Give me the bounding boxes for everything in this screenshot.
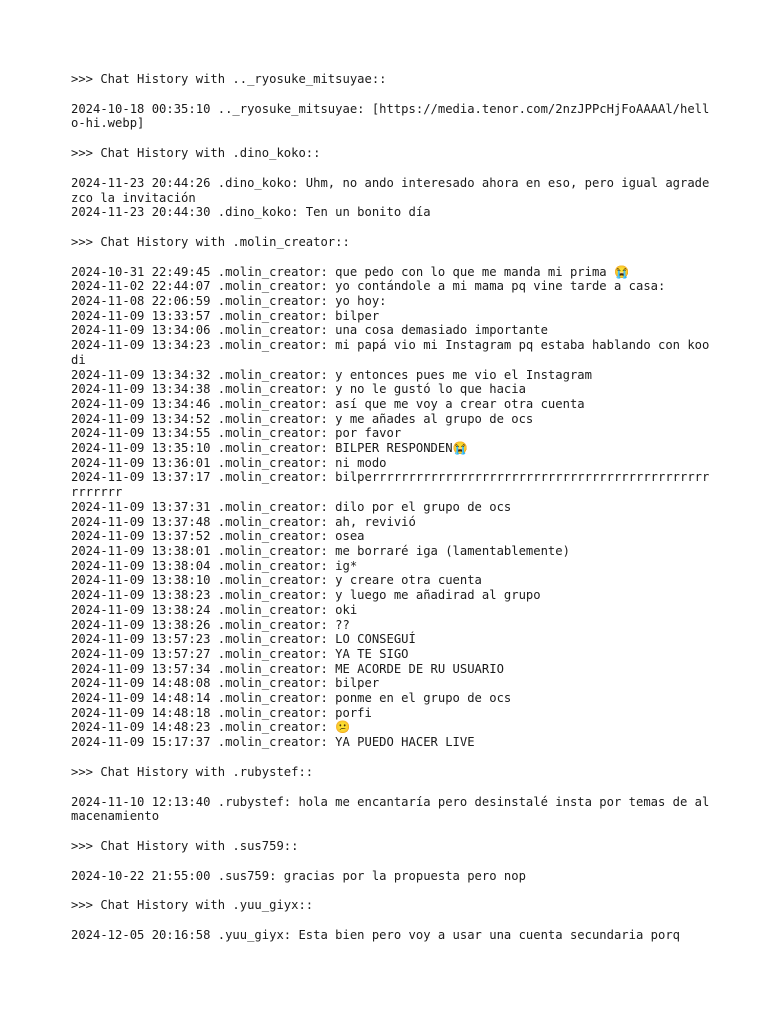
chat-section — [71, 235, 711, 750]
message-line: 2024-11-09 13:34:55 .molin_creator: por favor — [71, 426, 402, 441]
chat-section-header: >>> Chat History with .yuu_giyx:: — [71, 898, 314, 913]
message-line: 2024-11-09 13:37:48 .molin_creator: ah, revivió — [71, 514, 416, 529]
chat-section-header: >>> Chat History with .sus759:: — [71, 838, 299, 853]
message-line: 2024-11-09 13:37:31 .molin_creator: dilo por el grupo de ocs — [71, 499, 512, 514]
message-list — [71, 928, 711, 943]
message-line: 2024-11-09 14:48:14 .molin_creator: ponme en el grupo de ocs — [71, 691, 512, 706]
chat-section — [71, 839, 711, 883]
message-line: 2024-10-18 00:35:10 .._ryosuke_mitsuyae: [https://media.tenor.com/2nzJPPcHjFoAAAAl/hello-hi.webp] — [71, 101, 710, 131]
message-list — [71, 265, 711, 750]
message-list — [71, 795, 711, 824]
message-line: 2024-11-23 20:44:26 .dino_koko: Uhm, no ando interesado ahora en eso, pero igual agradezco la invitación — [71, 175, 710, 205]
message-line: 2024-11-09 13:57:34 .molin_creator: ME ACORDE DE RU USUARIO — [71, 661, 504, 676]
message-line: 2024-11-09 14:48:18 .molin_creator: porfi — [71, 705, 372, 720]
message-line: 2024-11-08 22:06:59 .molin_creator: yo hoy: — [71, 294, 387, 309]
message-list — [71, 176, 711, 220]
message-line: 2024-10-22 21:55:00 .sus759: gracias por la propuesta pero nop — [71, 868, 526, 883]
message-line: 2024-11-09 13:38:24 .molin_creator: oki — [71, 602, 358, 617]
message-line: 2024-11-09 13:33:57 .molin_creator: bilper — [71, 308, 380, 323]
chat-section-header: >>> Chat History with .molin_creator:: — [71, 234, 350, 249]
message-line: 2024-11-09 14:48:08 .molin_creator: bilper — [71, 676, 380, 691]
message-line: 2024-11-09 14:48:23 .molin_creator: 😕 — [71, 720, 351, 735]
message-line: 2024-11-09 13:35:10 .molin_creator: BILPER RESPONDEN😭 — [71, 441, 468, 456]
message-line: 2024-11-10 12:13:40 .rubystef: hola me encantaría pero desinstalé insta por temas de almacenamiento — [71, 794, 710, 824]
message-list — [71, 869, 711, 884]
chat-section-header: >>> Chat History with .rubystef:: — [71, 764, 314, 779]
message-line: 2024-12-05 20:16:58 .yuu_giyx: Esta bien pero voy a usar una cuenta secundaria porq — [71, 928, 681, 943]
message-line: 2024-11-09 13:37:52 .molin_creator: osea — [71, 529, 365, 544]
chat-section-header: >>> Chat History with .dino_koko:: — [71, 146, 321, 161]
chat-history-document — [71, 72, 711, 958]
chat-section — [71, 765, 711, 824]
message-line: 2024-11-09 13:57:27 .molin_creator: YA TE SIGO — [71, 646, 409, 661]
chat-section-header: >>> Chat History with .._ryosuke_mitsuyae:: — [71, 72, 387, 86]
message-list — [71, 102, 711, 131]
message-line: 2024-11-09 13:37:17 .molin_creator: bilperrrrrrrrrrrrrrrrrrrrrrrrrrrrrrrrrrrrrrrrrrrrrrrrrrrrr — [71, 470, 710, 500]
message-line: 2024-11-09 13:38:23 .molin_creator: y luego me añadirad al grupo — [71, 588, 541, 603]
message-line: 2024-10-31 22:49:45 .molin_creator: que pedo con lo que me manda mi prima 😭 — [71, 264, 630, 279]
chat-section — [71, 72, 711, 131]
message-line: 2024-11-09 13:38:01 .molin_creator: me borraré iga (lamentablemente) — [71, 543, 570, 558]
message-line: 2024-11-09 13:34:38 .molin_creator: y no le gustó lo que hacia — [71, 382, 526, 397]
chat-section — [71, 898, 711, 942]
message-line: 2024-11-09 13:34:06 .molin_creator: una cosa demasiado importante — [71, 323, 548, 338]
message-line: 2024-11-09 13:57:23 .molin_creator: LO CONSEGUÍ — [71, 632, 416, 647]
chat-section — [71, 146, 711, 220]
message-line: 2024-11-09 13:34:46 .molin_creator: así que me voy a crear otra cuenta — [71, 396, 585, 411]
message-line: 2024-11-09 13:36:01 .molin_creator: ni modo — [71, 455, 387, 470]
message-line: 2024-11-09 13:38:26 .molin_creator: ?? — [71, 617, 350, 632]
message-line: 2024-11-09 13:38:04 .molin_creator: ig* — [71, 558, 358, 573]
message-line: 2024-11-02 22:44:07 .molin_creator: yo contándole a mi mama pq vine tarde a casa: — [71, 279, 666, 294]
message-line: 2024-11-09 15:17:37 .molin_creator: YA PUEDO HACER LIVE — [71, 735, 475, 750]
message-line: 2024-11-09 13:34:52 .molin_creator: y me añades al grupo de ocs — [71, 411, 534, 426]
message-line: 2024-11-09 13:38:10 .molin_creator: y creare otra cuenta — [71, 573, 482, 588]
message-line: 2024-11-09 13:34:32 .molin_creator: y entonces pues me vio el Instagram — [71, 367, 592, 382]
message-line: 2024-11-09 13:34:23 .molin_creator: mi papá vio mi Instagram pq estaba hablando con koodi — [71, 338, 710, 367]
message-line: 2024-11-23 20:44:30 .dino_koko: Ten un bonito día — [71, 205, 431, 220]
